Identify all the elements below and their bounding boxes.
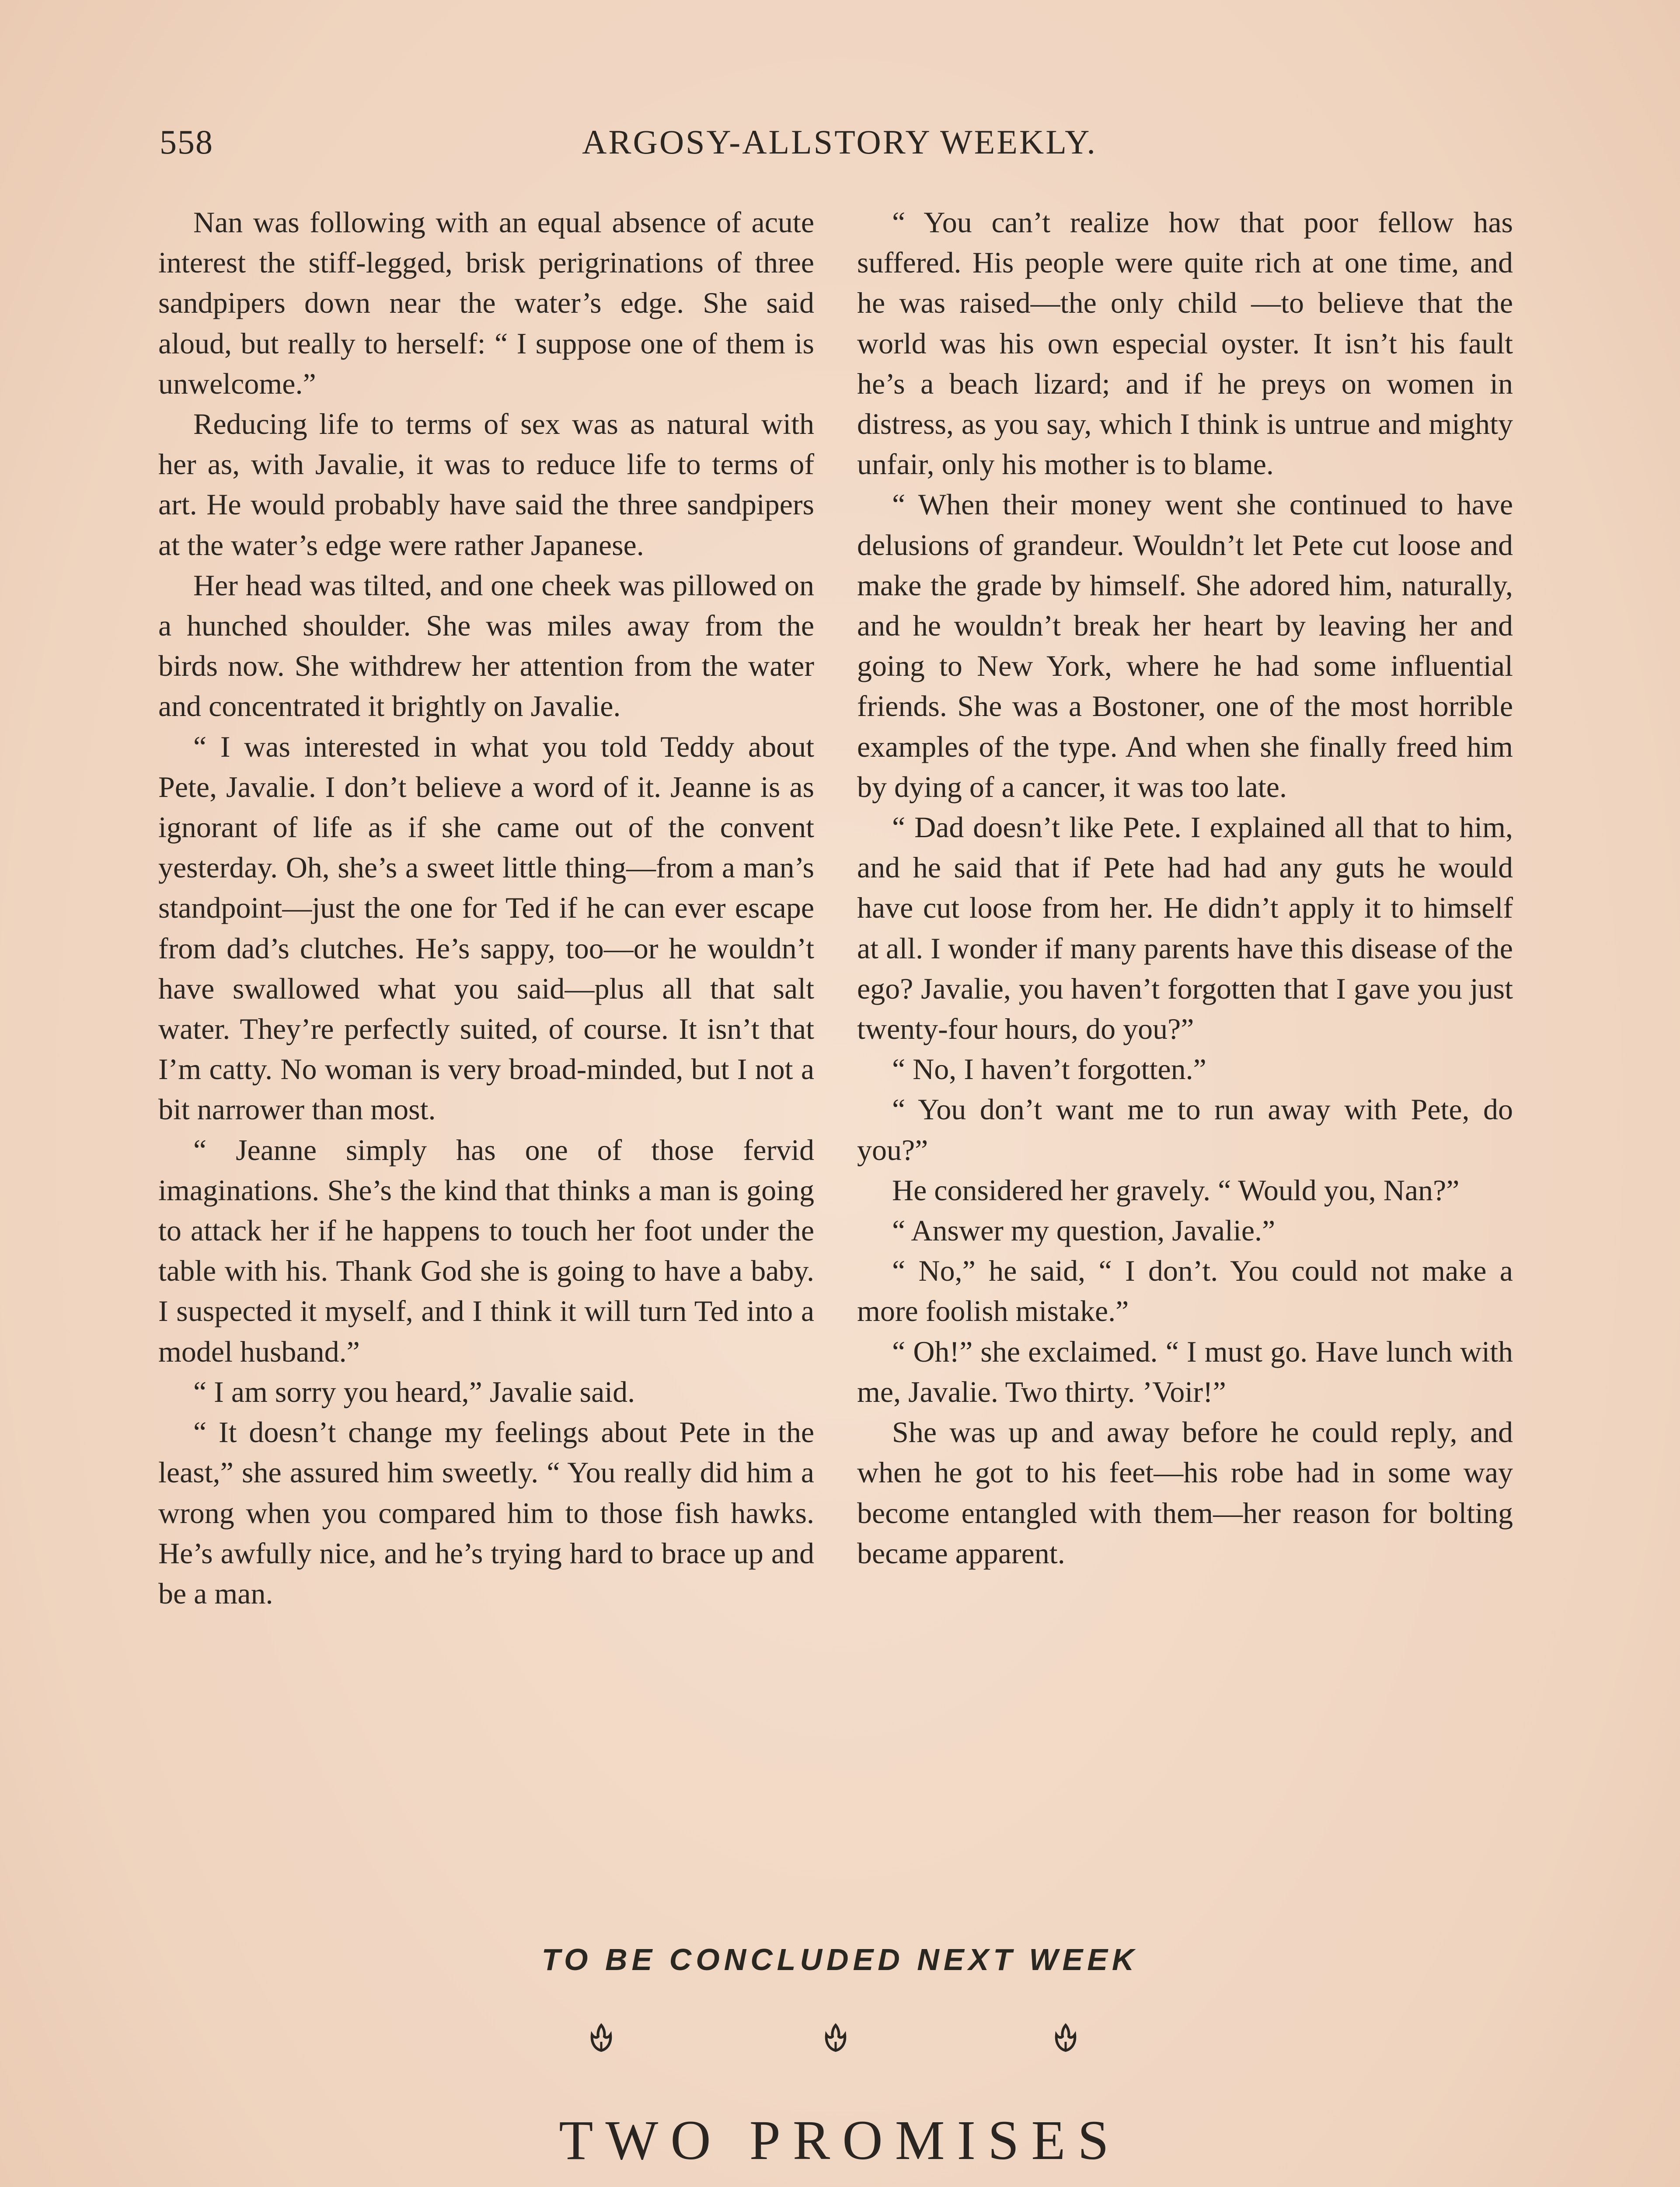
- paragraph: “ Answer my question, Javalie.”: [892, 1214, 1276, 1247]
- paragraph: Reducing life to terms of sex was as natural with her as, with Javalie, it was to reduce life to terms of art. He would probably have said the three sandpipers at the water’s edge were rather Japanese.: [158, 407, 814, 562]
- paragraph: “ Dad doesn’t like Pete. I explained all that to him, and he said that if Pete had had any guts he would have cut loose from her. He didn’t apply it to himself at all. I wonder if many parents have this disease of the ego? Javalie, you haven’t forgotten that I gave you just twenty-four hours, do you?”: [857, 811, 1513, 1046]
- paragraph: “ When their money went she continued to have delusions of grandeur. Wouldn’t let Pete cut loose and make the grade by himself. She adored him, naturally, and he wouldn’t break her heart by leaving her and going to New York, where he had some influential friends. She was a Bostoner, one of the most horrible examples of the type. And when she finally freed him by dying of a cancer, it was too late.: [857, 488, 1513, 804]
- paragraph: “ I was interested in what you told Teddy about Pete, Javalie. I don’t believe a word of it. Jeanne is as ignorant of life as if she came out of the convent yesterday. Oh, she’s a sweet little thing—from a man’s standpoint—just the one for Ted if he can ever escape from dad’s clutches. He’s sappy, too—or he wouldn’t have swallowed what you said—plus all that salt water. They’re perfectly suited, of course. It isn’t that I’m catty. No woman is very broad-minded, but I not a bit narrower than most.: [158, 730, 814, 1126]
- paragraph: “ You can’t realize how that poor fellow has suffered. His people were quite rich at one time, and he was raised—the only child —to believe that the world was his own especial oyster. It isn’t his fault he’s a beach lizard; and if he preys on women in distress, as you say, which I think is untrue and mighty unfair, only his mother is to blame.: [857, 206, 1513, 481]
- paragraph: “ No, I haven’t forgotten.”: [892, 1052, 1206, 1086]
- left-column: [158, 202, 814, 1614]
- novelette-title: TWO PROMISES: [559, 2109, 1121, 2171]
- running-title: ARGOSY-ALLSTORY WEEKLY.: [582, 123, 1097, 161]
- paragraph: “ Jeanne simply has one of those fervid imaginations. She’s the kind that thinks a man is going to attack her if he happens to touch her foot under the table with his. Thank God she is going to have a baby. I suspected it myself, and I think it will turn Ted into a model husband.”: [158, 1133, 814, 1368]
- paragraph: Nan was following with an equal absence of acute interest the stiff-legged, brisk perigrinations of three sandpipers down near the water’s edge. She said aloud, but really to herself: “ I suppose one of them is unwelcome.”: [158, 206, 814, 400]
- to-be-concluded-notice: TO BE CONCLUDED NEXT WEEK: [541, 1942, 1139, 1977]
- page-number: 558: [160, 123, 213, 161]
- right-column: [857, 202, 1513, 1573]
- tulip-ornament-icon: [820, 2020, 851, 2055]
- tulip-ornament-icon: [586, 2020, 617, 2055]
- paragraph: He considered her gravely. “ Would you, Nan?”: [892, 1173, 1460, 1207]
- page-header: [160, 122, 1520, 175]
- paragraph: “ I am sorry you heard,” Javalie said.: [193, 1375, 635, 1408]
- paragraph: “ Oh!” she exclaimed. “ I must go. Have lunch with me, Javalie. Two thirty. ’Voir!”: [857, 1335, 1513, 1408]
- paragraph: Her head was tilted, and one cheek was pillowed on a hunched shoulder. She was miles away from the birds now. She withdrew her attention from the water and concentrated it brightly on Javalie.: [158, 568, 814, 723]
- paragraph: “ It doesn’t change my feelings about Pete in the least,” she assured him sweetly. “ You really did him a wrong when you compared him to those fish hawks. He’s awfully nice, and he’s trying hard to brace up and be a man.: [158, 1415, 814, 1610]
- ornament-row: [0, 2020, 1680, 2064]
- paragraph: She was up and away before he could reply, and when he got to his feet—his robe had in some way become entangled with them—her reason for bolting became apparent.: [857, 1415, 1513, 1570]
- tulip-ornament-icon: [1050, 2020, 1081, 2055]
- paragraph: “ No,” he said, “ I don’t. You could not make a more foolish mistake.”: [857, 1254, 1513, 1328]
- paragraph: “ You don’t want me to run away with Pete, do you?”: [857, 1093, 1513, 1167]
